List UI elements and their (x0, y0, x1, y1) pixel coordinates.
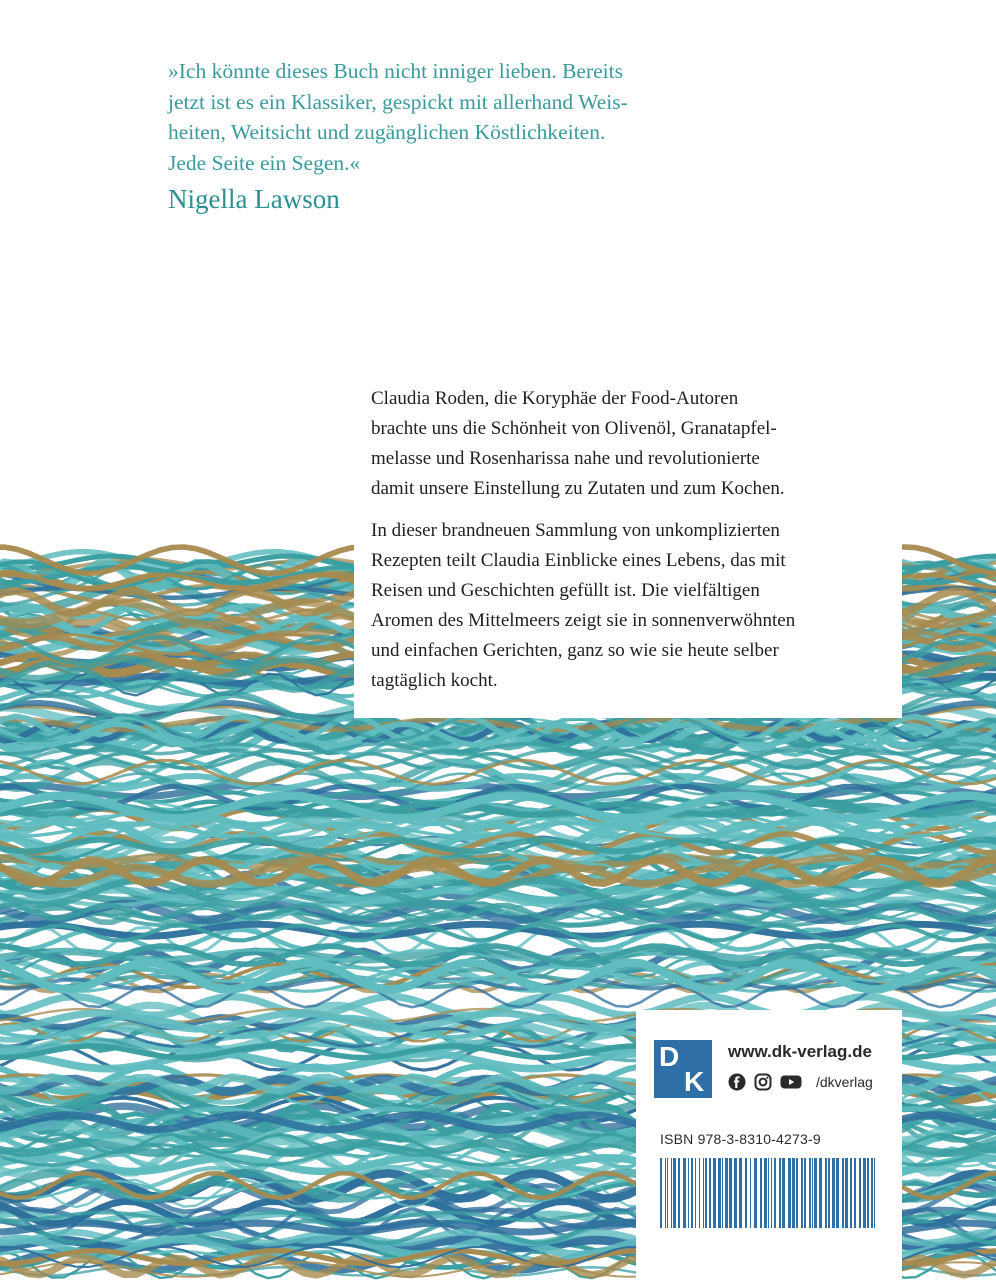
dk-logo-letter: K (684, 1066, 705, 1097)
blurb-line: In dieser brandneuen Sammlung von unkomplizierten (371, 520, 780, 541)
barcode-bar (691, 1158, 693, 1228)
barcode-bar (734, 1158, 737, 1228)
blurb-line: Claudia Roden, die Koryphäe der Food-Autoren (371, 388, 739, 409)
barcode-bar (812, 1158, 813, 1228)
barcode-bar (660, 1158, 662, 1228)
barcode-bar (768, 1158, 769, 1228)
barcode-bar (842, 1158, 844, 1228)
barcode (658, 1158, 880, 1228)
barcode-bar (832, 1158, 835, 1228)
barcode-bar (709, 1158, 711, 1228)
barcode-bar (699, 1158, 700, 1228)
barcode-bar (859, 1158, 861, 1228)
blurb-line: Aromen des Mittelmeers zeigt sie in sonnenverwöhnten (371, 610, 796, 631)
barcode-bar (683, 1158, 686, 1228)
review-quote (168, 56, 728, 178)
blurb-line: melasse und Rosenharissa nahe und revolutionierte (371, 448, 760, 469)
blurb-line: und einfachen Gerichten, ganz so wie sie heute selber (371, 640, 779, 661)
dk-logo (654, 1040, 712, 1098)
barcode-bar (771, 1158, 772, 1228)
barcode-bar (871, 1158, 873, 1228)
barcode-bar (854, 1158, 856, 1228)
barcode-bar (671, 1158, 672, 1228)
blurb-line: tagtäglich kocht. (371, 670, 498, 691)
blurb-box (354, 368, 902, 718)
barcode-bar (804, 1158, 806, 1228)
blurb-paragraph-2 (371, 516, 795, 696)
instagram-icon[interactable] (754, 1073, 772, 1091)
barcode-bar (774, 1158, 776, 1228)
barcode-bar (809, 1158, 811, 1228)
barcode-bar (705, 1158, 707, 1228)
barcode-bar (863, 1158, 866, 1228)
quote-line: Jede Seite ein Segen.« (168, 150, 361, 175)
barcode-bar (845, 1158, 848, 1228)
barcode-bar (678, 1158, 680, 1228)
barcode-bar (874, 1158, 875, 1228)
barcode-bar (764, 1158, 767, 1228)
publisher-info-box (636, 1010, 902, 1280)
blurb-line: brachte uns die Schönheit von Olivenöl, Granatapfel- (371, 418, 777, 439)
barcode-bar (725, 1158, 728, 1228)
social-links (728, 1072, 873, 1092)
barcode-bar (792, 1158, 795, 1228)
youtube-icon[interactable] (780, 1073, 802, 1091)
barcode-bar (673, 1158, 676, 1228)
quote-author: Nigella Lawson (168, 184, 340, 214)
barcode-bar (695, 1158, 696, 1228)
barcode-bar (836, 1158, 839, 1228)
barcode-bar (718, 1158, 721, 1228)
barcode-bar (814, 1158, 817, 1228)
barcode-bar (850, 1158, 852, 1228)
barcode-bar (722, 1158, 723, 1228)
barcode-bar (825, 1158, 827, 1228)
barcode-bar (867, 1158, 869, 1228)
barcode-bar (819, 1158, 822, 1228)
barcode-bar (745, 1158, 747, 1228)
social-handle[interactable]: /dkverlag (816, 1074, 873, 1090)
blurb-line: Rezepten teilt Claudia Einblicke eines Lebens, das mit (371, 550, 786, 571)
facebook-icon[interactable] (728, 1073, 746, 1091)
barcode-bar (713, 1158, 716, 1228)
barcode-bar (782, 1158, 785, 1228)
quote-line: heiten, Weitsicht und zugänglichen Köstlichkeiten. (168, 120, 606, 144)
blurb-line: damit unsere Einstellung zu Zutaten und zum Kochen. (371, 478, 785, 499)
barcode-bar (703, 1158, 704, 1228)
barcode-bar (665, 1158, 666, 1228)
barcode-bar (750, 1158, 751, 1228)
barcode-bar (828, 1158, 830, 1228)
barcode-bar (788, 1158, 791, 1228)
barcode-bar (796, 1158, 798, 1228)
quote-line: »Ich könnte dieses Buch nicht inniger lieben. Bereits (168, 59, 623, 83)
barcode-bar (688, 1158, 689, 1228)
barcode-bar (754, 1158, 757, 1228)
barcode-bar (667, 1158, 668, 1228)
barcode-bar (779, 1158, 781, 1228)
barcode-bar (729, 1158, 732, 1228)
isbn-number: ISBN 978-3-8310-4273-9 (660, 1131, 821, 1147)
barcode-bar (760, 1158, 762, 1228)
blurb-line: Reisen und Geschichten gefüllt ist. Die vielfältigen (371, 580, 760, 601)
dk-logo-letter: D (659, 1041, 680, 1072)
publisher-website[interactable]: www.dk-verlag.de (728, 1042, 872, 1061)
barcode-bar (801, 1158, 803, 1228)
barcode-bar (739, 1158, 742, 1228)
blurb-paragraph-1 (371, 384, 785, 504)
quote-line: jetzt ist es ein Klassiker, gespickt mit allerhand Weis- (168, 89, 628, 114)
